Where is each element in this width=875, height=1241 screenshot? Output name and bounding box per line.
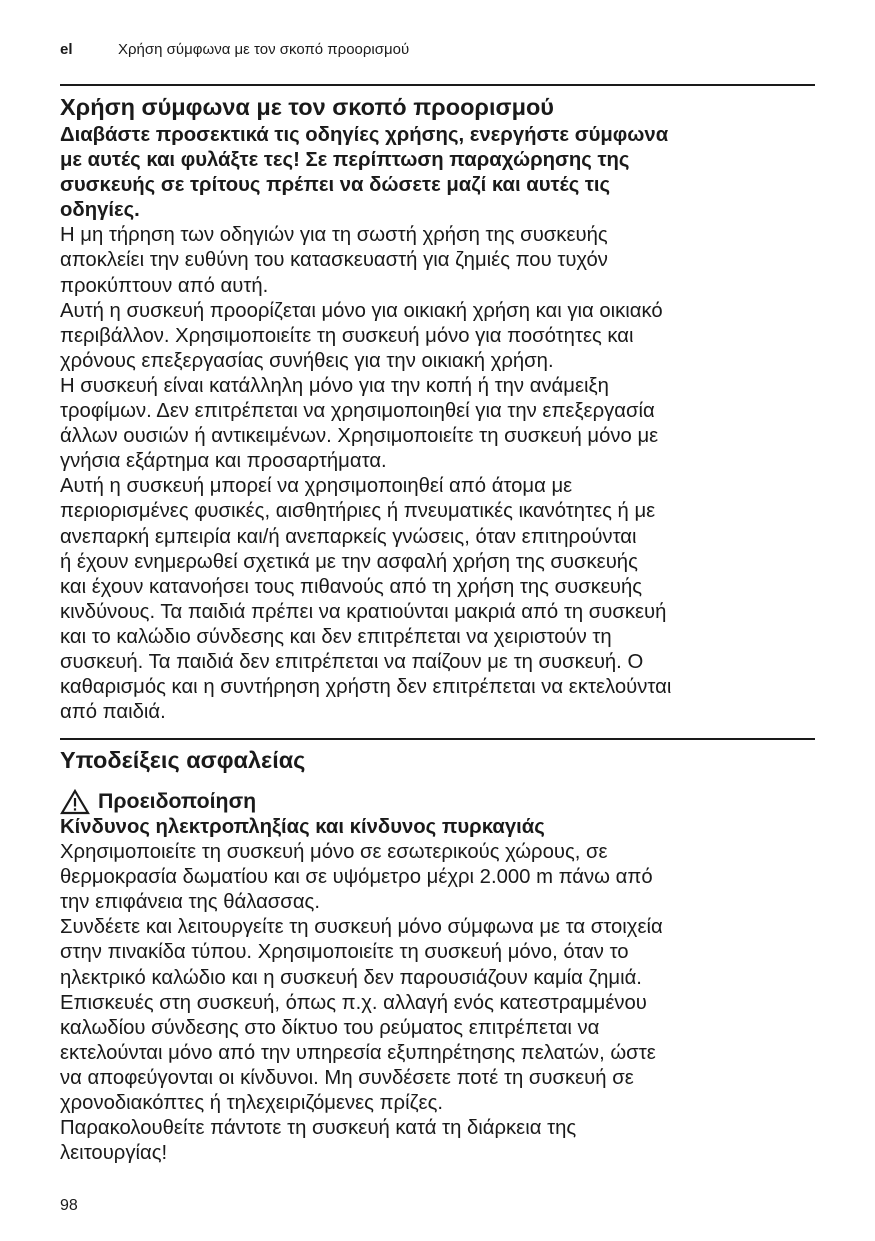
section-divider: [60, 84, 815, 86]
text-line: περιορισμένες φυσικές, αισθητήριες ή πνευματικές ικανότητες ή με: [60, 500, 656, 523]
section-heading: Χρήση σύμφωνα με τον σκοπό προορισμού: [60, 94, 554, 120]
text-line: καθαρισμός και η συντήρηση χρήστη δεν επιτρέπεται να εκτελούνται: [60, 676, 672, 699]
text-line: Η συσκευή είναι κατάλληλη μόνο για την κοπή ή την ανάμειξη: [60, 374, 609, 397]
text-line: την επιφάνεια της θάλασσας.: [60, 891, 320, 914]
text-line: Συνδέετε και λειτουργείτε τη συσκευή μόνο σύμφωνα με τα στοιχεία: [60, 916, 663, 939]
section-heading: Υποδείξεις ασφαλείας: [60, 747, 306, 773]
text-line: και έχουν κατανοήσει τους πιθανούς από τη χρήση της συσκευής: [60, 575, 643, 598]
text-line: Διαβάστε προσεκτικά τις οδηγίες χρήσης, ενεργήστε σύμφωνα: [60, 124, 669, 146]
text-line: εκτελούνται μόνο από την υπηρεσία εξυπηρέτησης πελατών, ώστε: [60, 1041, 656, 1064]
text-line: ή έχουν ενημερωθεί σχετικά με την ασφαλή χρήση της συσκευής: [60, 550, 638, 573]
warning-heading: [60, 788, 810, 815]
text-line: γνήσια εξάρτημα και προσαρτήματα.: [60, 450, 387, 473]
warning-triangle-icon: [60, 789, 90, 815]
page-number: 98: [60, 1197, 78, 1214]
text-line: Παρακολουθείτε πάντοτε τη συσκευή κατά τη διάρκεια της: [60, 1117, 577, 1140]
text-line: θερμοκρασία δωματίου και σε υψόμετρο μέχρι 2.000 m πάνω από: [60, 866, 653, 889]
body-text: [60, 223, 810, 725]
text-line: Επισκευές στη συσκευή, όπως π.χ. αλλαγή ενός κατεστραμμένου: [60, 991, 647, 1014]
text-line: τροφίμων. Δεν επιτρέπεται να χρησιμοποιηθεί για την επεξεργασία: [60, 400, 655, 423]
text-line: συσκευή. Τα παιδιά δεν επιτρέπεται να παίζουν με τη συσκευή. Ο: [60, 650, 644, 673]
text-line: λειτουργίας!: [60, 1142, 168, 1165]
text-line: αποκλείει την ευθύνη του κατασκευαστή για ζημιές που τυχόν: [60, 249, 608, 272]
text-line: στην πινακίδα τύπου. Χρησιμοποιείτε τη συσκευή μόνο, όταν το: [60, 941, 629, 964]
text-line: Αυτή η συσκευή προορίζεται μόνο για οικιακή χρήση και για οικιακό: [60, 299, 663, 322]
text-line: ηλεκτρικό καλώδιο και η συσκευή δεν παρουσιάζουν καμία ζημιά.: [60, 966, 642, 989]
section-safety: [60, 744, 810, 1166]
running-title: Χρήση σύμφωνα με τον σκοπό προορισμού: [118, 41, 410, 58]
bold-instruction: [60, 123, 810, 223]
text-line: περιβάλλον. Χρησιμοποιείτε τη συσκευή μόνο για ποσότητες και: [60, 324, 634, 347]
text-line: καλωδίου σύνδεσης στο δίκτυο του ρεύματος επιτρέπεται να: [60, 1016, 600, 1039]
text-line: Αυτή η συσκευή μπορεί να χρησιμοποιηθεί από άτομα με: [60, 475, 573, 498]
text-line: Η μη τήρηση των οδηγιών για τη σωστή χρήση της συσκευής: [60, 224, 608, 247]
language-code: el: [60, 41, 73, 58]
text-line: άλλων ουσιών ή αντικειμένων. Χρησιμοποιείτε τη συσκευή μόνο με: [60, 425, 659, 448]
text-line: ανεπαρκή εμπειρία και/ή ανεπαρκείς γνώσεις, όταν επιτηρούνται: [60, 525, 637, 548]
text-line: Χρησιμοποιείτε τη συσκευή μόνο σε εσωτερικούς χώρους, σε: [60, 841, 608, 864]
text-line: χρονοδιακόπτες ή τηλεχειριζόμενες πρίζες.: [60, 1092, 443, 1115]
text-line: να αποφεύγονται οι κίνδυνοι. Μη συνδέσετε ποτέ τη συσκευή σε: [60, 1066, 634, 1089]
section-divider: [60, 738, 815, 740]
text-line: προκύπτουν από αυτή.: [60, 274, 269, 297]
hazard-title: Κίνδυνος ηλεκτροπληξίας και κίνδυνος πυρκαγιάς: [60, 816, 545, 838]
text-line: χρόνους επεξεργασίας συνήθεις για την οικιακή χρήση.: [60, 349, 554, 372]
text-line: οδηγίες.: [60, 199, 140, 222]
body-text: [60, 840, 810, 1166]
text-line: κινδύνους. Τα παιδιά πρέπει να κρατιούνται μακριά από τη συσκευή: [60, 600, 667, 623]
text-line: συσκευής σε τρίτους πρέπει να δώσετε μαζί και αυτές τις: [60, 174, 611, 197]
text-line: με αυτές και φυλάξτε τες! Σε περίπτωση παραχώρησης της: [60, 149, 630, 172]
running-header: [60, 40, 409, 60]
section-intended-use: [60, 91, 810, 725]
warning-label: Προειδοποίηση: [98, 789, 257, 813]
text-line: από παιδιά.: [60, 701, 166, 724]
text-line: και το καλώδιο σύνδεσης και δεν επιτρέπεται να χειριστούν τη: [60, 625, 612, 648]
